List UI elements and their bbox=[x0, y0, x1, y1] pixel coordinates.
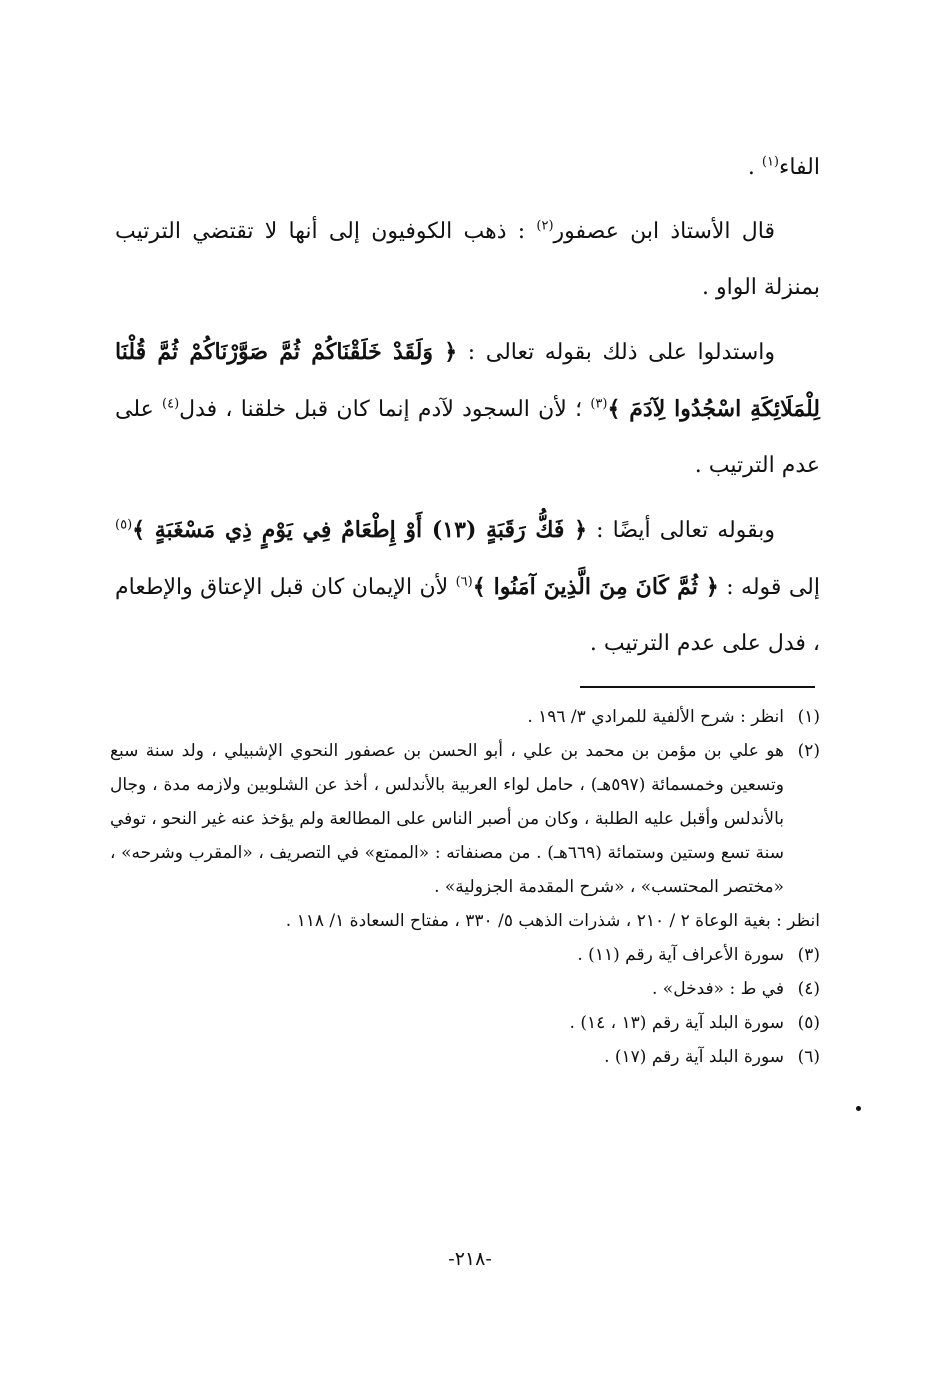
footnotes bbox=[110, 700, 820, 1074]
footnote-4 bbox=[110, 972, 820, 1006]
paragraph-text: الفاء bbox=[779, 155, 820, 180]
paragraph-text: واستدلوا على ذلك بقوله تعالى : bbox=[457, 340, 775, 365]
paragraph-text: وبقوله تعالى أيضًا : bbox=[587, 518, 775, 543]
paragraph-text: : ذهب الكوفيون إلى أنها لا تقتضي الترتيب بمنزلة الواو . bbox=[115, 219, 820, 300]
footnote-divider bbox=[580, 686, 815, 688]
footnote-number: (٢) bbox=[797, 741, 820, 761]
paragraph-text: ؛ لأن السجود لآدم إنما كان قبل خلقنا ، فدل bbox=[179, 397, 591, 422]
footnote-3 bbox=[110, 938, 820, 972]
footnote-ref-6: (٦) bbox=[455, 574, 473, 590]
paragraph-text: . bbox=[747, 155, 762, 180]
paragraph-text: لأن الإيمان كان قبل الإعتاق والإطعام ، فدل على عدم الترتيب . bbox=[115, 575, 820, 656]
footnote-ref-2: (٢) bbox=[536, 218, 554, 234]
footnote-text: سورة الأعراف آية رقم (١١) . bbox=[577, 945, 784, 965]
footnote-ref-1: (١) bbox=[761, 154, 779, 170]
footnote-number: (٥) bbox=[797, 1013, 820, 1033]
footnote-text: هو علي بن مؤمن بن محمد بن علي ، أبو الحسن بن عصفور النحوي الإشبيلي ، ولد سنة سبع وتسعين وخمسمائة (٥٩٧هـ) ، حامل لواء العربية بالأندلس ، أخذ عن الشلوبين ولازمه مدة ، وجال بالأندلس وأقبل عليه الطلبة ، وكان من أصبر الناس على المطالعة ولم يؤخذ عنه غير النحو ، توفي سنة تسع وستين وستمائة (٦٦٩هـ) . من مصنفاته : «الممتع» في التصريف ، «المقرب وشرحه» ، «مختصر المحتسب» ، «شرح المقدمة الجزولية» . bbox=[110, 741, 784, 897]
paragraph-3 bbox=[115, 324, 820, 494]
paragraph-2 bbox=[115, 204, 820, 316]
footnote-number: (٣) bbox=[797, 945, 820, 965]
footnote-number: (٦) bbox=[797, 1047, 820, 1067]
paragraph-text: قال الأستاذ ابن عصفور bbox=[553, 219, 775, 244]
paragraph-1 bbox=[115, 140, 820, 196]
footnote-5 bbox=[110, 1006, 820, 1040]
paragraph-text: إلى قوله : bbox=[718, 575, 820, 600]
footnote-ref-5: (٥) bbox=[115, 517, 133, 533]
main-text bbox=[115, 140, 820, 680]
footnote-6 bbox=[110, 1040, 820, 1074]
footnote-text: سورة البلد آية رقم (١٣ ، ١٤) . bbox=[569, 1013, 784, 1033]
footnote-ref-3: (٣) bbox=[590, 396, 608, 412]
quran-verse: ﴿ فَكُّ رَقَبَةٍ (١٣) أَوْ إِطْعَامٌ فِي يَوْمٍ ذِي مَسْغَبَةٍ ﴾ bbox=[132, 517, 588, 543]
footnote-number: (١) bbox=[797, 707, 820, 727]
footnote-2-sources bbox=[110, 904, 820, 938]
footnote-text: سورة البلد آية رقم (١٧) . bbox=[604, 1047, 784, 1067]
quran-verse: ﴿ ثُمَّ كَانَ مِنَ الَّذِينَ آمَنُوا ﴾ bbox=[472, 574, 719, 600]
paragraph-text: على عدم الترتيب . bbox=[115, 397, 820, 478]
page-number: -٢١٨- bbox=[448, 1248, 492, 1270]
quran-verse: ﴿ وَلَقَدْ خَلَقْنَاكُمْ ثُمَّ صَوَّرْنَاكُمْ ثُمَّ قُلْنَا لِلْمَلَائِكَةِ اسْجُدُوا لِآدَمَ ﴾ bbox=[115, 339, 820, 422]
footnote-text: انظر : بغية الوعاة ٢ / ٢١٠ ، شذرات الذهب ٥/ ٣٣٠ ، مفتاح السعادة ١/ ١١٨ . bbox=[285, 911, 820, 931]
scan-speck bbox=[856, 1106, 861, 1111]
footnote-number: (٤) bbox=[797, 979, 820, 999]
paragraph-4 bbox=[115, 502, 820, 672]
footnote-1 bbox=[110, 700, 820, 734]
footnote-2 bbox=[110, 734, 820, 904]
footnote-text: في ط : «فدخل» . bbox=[652, 979, 784, 999]
footnote-ref-4: (٤) bbox=[162, 396, 180, 412]
footnote-text: انظر : شرح الألفية للمرادي ٣/ ١٩٦ . bbox=[527, 707, 784, 727]
